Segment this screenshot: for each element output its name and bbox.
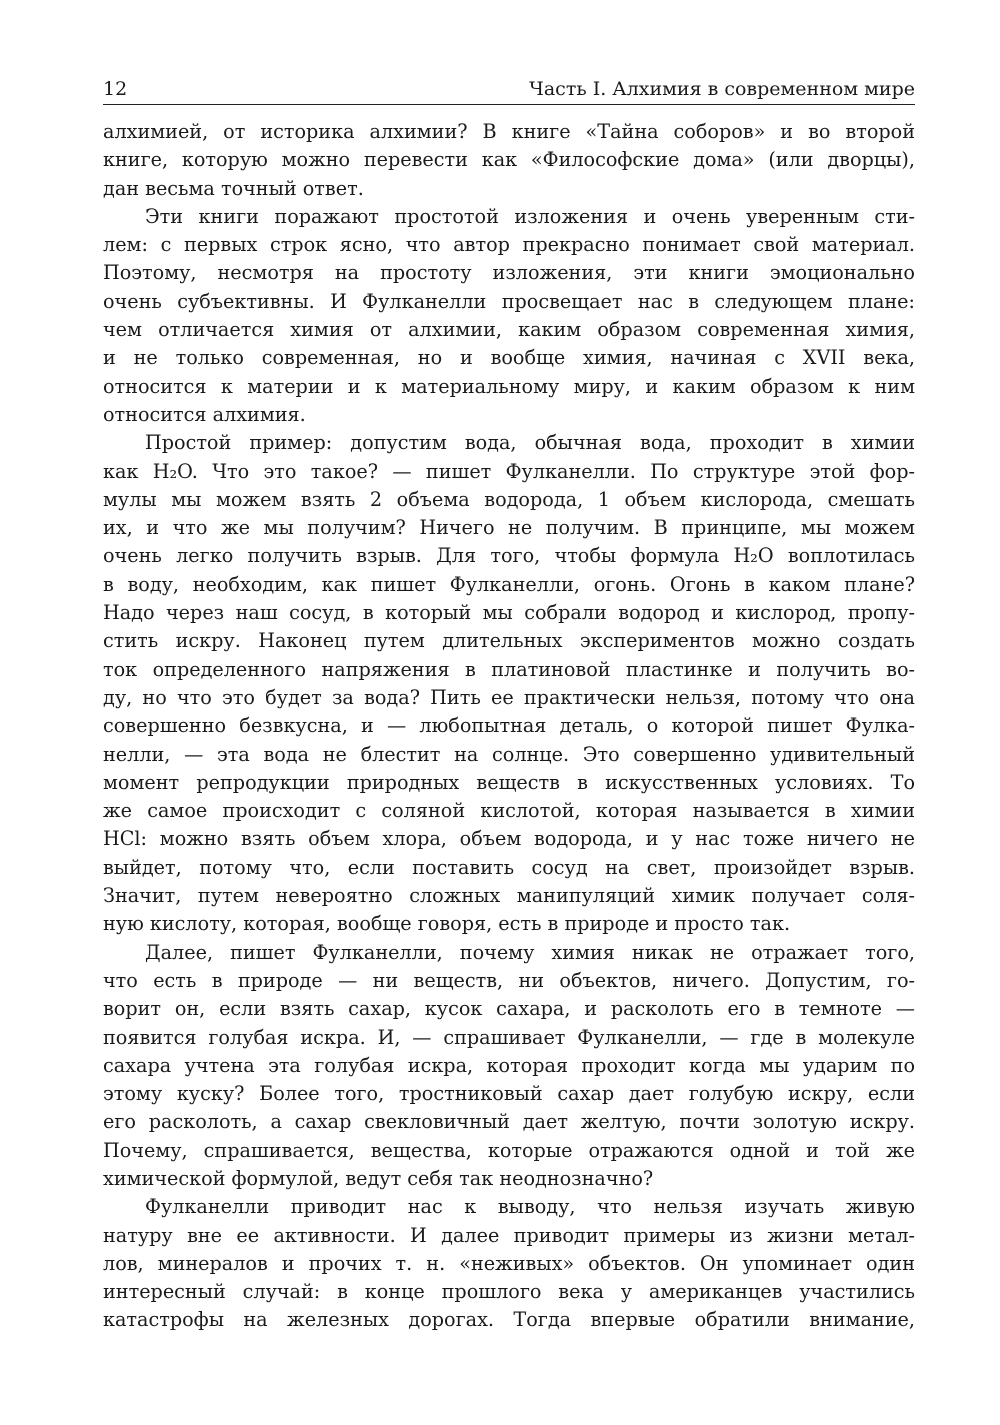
text-line: как H₂O. Что это такое? — пишет Фулканелли. По структуре этой фор- [103,459,915,483]
text-line: очень субъективны. И Фулканелли просвещает нас в следующем плане: [103,289,915,313]
running-header [103,76,915,105]
text-line: относится к материи и к материальному миру, и каким образом к ним [103,374,915,398]
text-line: совершенно безвкусна, и — любопытная деталь, о которой пишет Фулка- [103,714,915,738]
text-line: катастрофы на железных дорогах. Тогда впервые обратили внимание, [103,1308,915,1332]
text-line: этому куску? Более того, тростниковый сахар дает голубую искру, если [103,1082,915,1106]
text-line: лов, минералов и прочих т. н. «неживых» объектов. Он упоминает один [103,1251,915,1275]
paragraph [103,118,915,203]
text-line: очень легко получить взрыв. Для того, чтобы формула H₂O воплотилась [103,544,915,568]
text-line: их, и что же мы получим? Ничего не получим. В принципе, мы можем [103,516,915,540]
page-body [103,118,915,1335]
paragraph [103,1193,915,1334]
text-line: дан весьма точный ответ. [103,176,364,200]
text-line: сахара учтена эта голубая искра, которая проходит когда мы ударим по [103,1053,915,1077]
text-line: момент репродукции природных веществ в искусственных условиях. То [103,770,915,794]
text-line: относится алхимия. [103,402,306,426]
text-line: Почему, спрашивается, вещества, которые отражаются одной и той же [103,1138,915,1162]
text-line: интересный случай: в конце прошлого века у американцев участились [103,1280,915,1304]
page-number: 12 [103,78,128,100]
text-line: Простой пример: допустим вода, обычная вода, проходит в химии [145,431,915,455]
text-line: ную кислоту, которая, вообще говоря, есть в природе и просто так. [103,912,791,936]
paragraph [103,939,915,1194]
text-line: что есть в природе — ни веществ, ни объектов, ничего. Допустим, го- [103,968,915,992]
text-line: натуру вне ее активности. И далее приводит примеры из жизни метал- [103,1223,915,1247]
text-line: ду, но что это будет за вода? Пить ее практически нельзя, потому что она [103,685,915,709]
text-line: HCl: можно взять объем хлора, объем водорода, и у нас тоже ничего не [103,827,915,851]
text-line: ток определенного напряжения в платиновой пластинке и получить во- [103,657,915,681]
text-line: Поэтому, несмотря на простоту изложения, эти книги эмоционально [103,261,915,285]
text-line: ворит он, если взять сахар, кусок сахара, и расколоть его в темноте — [103,997,915,1021]
text-line: лем: с первых строк ясно, что автор прекрасно понимает свой материал. [103,233,915,257]
text-line: и не только современная, но и вообще химия, начиная с XVII века, [103,346,915,370]
text-line: Эти книги поражают простотой изложения и очень уверенным сти- [145,204,915,228]
text-line: мулы мы можем взять 2 объема водорода, 1 объем кислорода, смешать [103,487,915,511]
text-line: алхимией, от историка алхимии? В книге «Тайна соборов» и во второй [103,120,915,143]
text-line: же самое происходит с соляной кислотой, которая называется в химии [103,799,915,823]
text-line: появится голубая искра. И, — спрашивает Фулканелли, — где в молекуле [103,1025,915,1049]
text-line: Значит, путем невероятно сложных манипуляций химик получает соля- [103,884,915,908]
text-line: книге, которую можно перевести как «Философские дома» (или дворцы), [103,148,915,172]
text-line: стить искру. Наконец путем длительных экспериментов можно создать [103,629,915,653]
text-line: Фулканелли приводит нас к выводу, что нельзя изучать живую [145,1195,915,1219]
text-line: Надо через наш сосуд, в который мы собрали водород и кислород, пропу- [103,601,915,625]
running-title: Часть I. Алхимия в современном мире [529,78,915,100]
text-line: в воду, необходим, как пишет Фулканелли, огонь. Огонь в каком плане? [103,572,915,596]
text-line: чем отличается химия от алхимии, каким образом современная химия, [103,318,915,342]
text-line: химической формулой, ведут себя так неоднозначно? [103,1166,654,1190]
paragraph [103,429,915,938]
paragraph [103,203,915,429]
text-line: его расколоть, а сахар свекловичный дает желтую, почти золотую искру. [103,1110,915,1134]
text-line: выйдет, потому что, если поставить сосуд на свет, произойдет взрыв. [103,855,915,879]
text-line: нелли, — эта вода не блестит на солнце. Это совершенно удивительный [103,742,915,766]
text-line: Далее, пишет Фулканелли, почему химия никак не отражает того, [145,940,915,964]
